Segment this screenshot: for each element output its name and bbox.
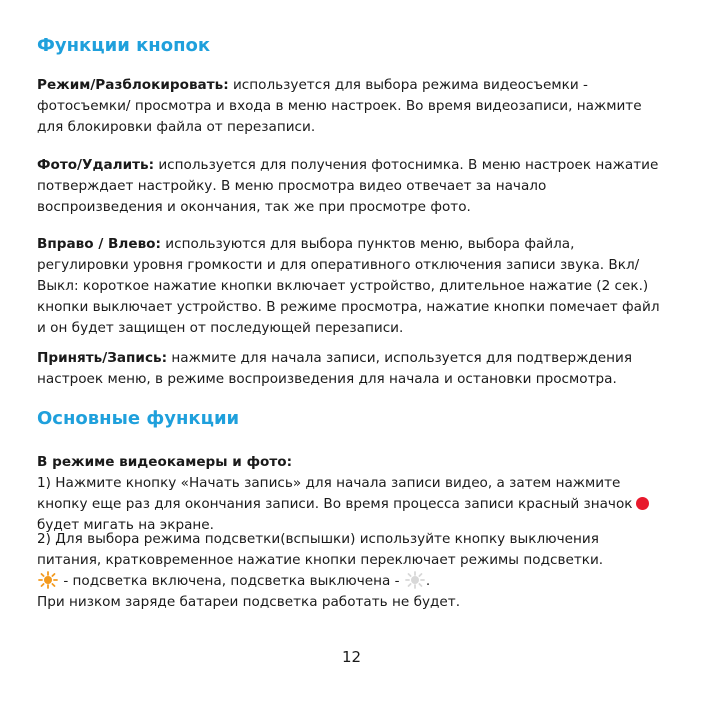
light-on-icon bbox=[37, 571, 59, 589]
section-title-button-functions: Функции кнопок bbox=[37, 35, 211, 56]
text-period: . bbox=[425, 573, 431, 589]
record-dot-icon bbox=[636, 497, 649, 510]
paragraph-start-recording bbox=[37, 473, 667, 536]
text-start-recording: 1) Нажмите кнопку «Начать запись» для начала записи видео, а затем нажмите кнопку еще раз для окончания записи. Во время процесса записи красный значок bbox=[37, 475, 633, 512]
desc-photo-delete: используется для получения фотоснимка. В меню настроек нажатие потверждает настройку. В меню просмотра видео отвечает за начало воспроизведения и окончания, так же при просмотре фото. bbox=[37, 157, 659, 215]
paragraph-photo-delete bbox=[37, 155, 667, 218]
term-photo-delete: Фото/Удалить: bbox=[37, 157, 155, 173]
paragraph-accept-record bbox=[37, 348, 667, 390]
term-mode-unlock: Режим/Разблокировать: bbox=[37, 77, 229, 93]
text-light-on-off: - подсветка включена, подсветка выключена - bbox=[59, 573, 404, 589]
text-low-battery: При низком заряде батареи подсветка работать не будет. bbox=[37, 594, 461, 610]
term-right-left: Вправо / Влево: bbox=[37, 236, 161, 252]
text-light-mode: 2) Для выбора режима подсветки(вспышки) используйте кнопку выключения питания, кратковременное нажатие кнопки переключает режимы подсветки. bbox=[37, 531, 604, 568]
subtitle-camera-mode: В режиме видеокамеры и фото: bbox=[37, 454, 293, 470]
paragraph-mode-unlock bbox=[37, 75, 667, 138]
paragraph-right-left bbox=[37, 234, 667, 339]
paragraph-light-mode bbox=[37, 529, 667, 613]
page-number: 12 bbox=[341, 648, 362, 666]
term-accept-record: Принять/Запись: bbox=[37, 350, 168, 366]
text-blinking: будет мигать на экране. bbox=[37, 517, 214, 533]
desc-mode-unlock: используется для выбора режима видеосъемки - фотосъемки/ просмотра и входа в меню настроек. Во время видеозаписи, нажмите для блокировки файла от перезаписи. bbox=[37, 77, 642, 135]
section-title-main-functions: Основные функции bbox=[37, 408, 240, 429]
desc-right-left: используются для выбора пунктов меню, выбора файла, регулировки уровня громкости и для оперативного отключения записи звука. Вкл/Выкл: короткое нажатие кнопки включает устройство, длительное нажатие (2 сек.) кнопки выключает устройство. В режиме просмотра, нажатие кнопки помечает файл и он будет защищен от последующей перезаписи. bbox=[37, 236, 660, 336]
desc-accept-record: нажмите для начала записи, используется для подтверждения настроек меню, в режиме воспроизведения для начала и остановки просмотра. bbox=[37, 350, 633, 387]
light-off-icon bbox=[404, 571, 426, 589]
